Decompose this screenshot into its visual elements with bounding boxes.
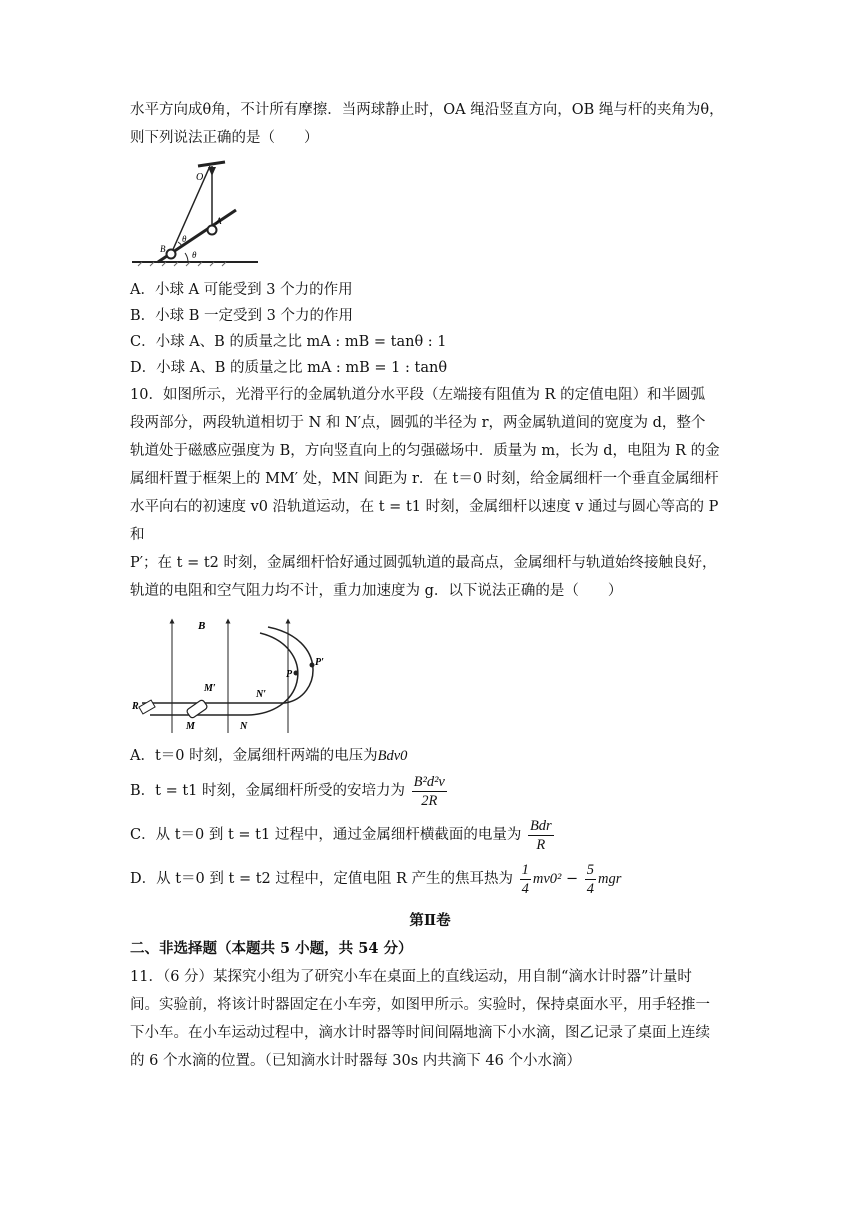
q11-line1: 11．（6 分）某探究小组为了研究小车在桌面上的直线运动，用自制“滴水计时器”计量时 [130, 969, 692, 985]
q9-stem-line2: 则下列说法正确的是（ ） [130, 130, 319, 146]
label-field-b: B [198, 620, 206, 632]
q10-option-b [130, 769, 730, 813]
q9-option-a: A．小球 A 可能受到 3 个力的作用 [130, 282, 353, 298]
q10-option-d-fraction-1 [520, 861, 531, 898]
label-theta-1: θ [182, 234, 187, 244]
q10-option-c-text: C．从 t＝0 到 t = t1 过程中，通过金属细杆横截面的电量为 [130, 827, 522, 843]
q10-option-d-f2-den: 4 [586, 880, 594, 897]
label-theta-2: θ [192, 250, 197, 260]
q10-option-b-fraction [412, 773, 447, 810]
q9-option-b: B．小球 B 一定受到 3 个力的作用 [130, 308, 353, 324]
q10-stem-line1: 10．如图所示，光滑平行的金属轨道分水平段（左端接有阻值为 R 的定值电阻）和半圆弧 [130, 387, 706, 403]
label-a: A [216, 216, 222, 226]
label-m-prime: M′ [204, 683, 216, 694]
q10-stem-line7: 轨道的电阻和空气阻力均不计，重力加速度为 g．以下说法正确的是（ ） [130, 583, 623, 599]
q10-option-d-term2: mgr [598, 871, 622, 887]
section-heading: 二、非选择题（本题共 5 小题，共 54 分） [130, 940, 413, 957]
q9-figure [130, 158, 260, 273]
q10-option-c-fraction [528, 817, 554, 854]
q10-option-d-minus: − [565, 871, 579, 887]
q11-line2: 间。实验前，将该计时器固定在小车旁，如图甲所示。实验时，保持桌面水平，用手轻推一 [130, 997, 710, 1013]
q10-option-b-text: B．t = t1 时刻，金属细杆所受的安培力为 [130, 783, 406, 799]
q9-stem-line1: 水平方向成θ角，不计所有摩擦．当两球静止时，OA 绳沿竖直方向，OB 绳与杆的夹角为θ， [130, 102, 724, 118]
exam-page [130, 96, 730, 1075]
q10-option-a-expr: Bdv0 [377, 748, 408, 764]
q10-option-d-text: D．从 t＝0 到 t = t2 过程中，定值电阻 R 产生的焦耳热为 [130, 871, 513, 887]
label-p-prime: P′ [315, 657, 324, 668]
q10-stem-line2: 段两部分，两段轨道相切于 N 和 N′点，圆弧的半径为 r，两金属轨道间的宽度为 d，整个 [130, 415, 706, 431]
label-n-prime: N′ [256, 689, 267, 700]
q9-option-c: C．小球 A、B 的质量之比 mA : mB = tanθ : 1 [130, 334, 447, 350]
q10-option-c [130, 813, 730, 857]
q10-option-d-f1-num: 1 [521, 861, 529, 878]
q10-option-d-fraction-2 [585, 861, 596, 898]
q10-option-a-text: A．t＝0 时刻，金属细杆两端的电压为 [130, 748, 378, 764]
label-n: N [240, 721, 248, 732]
label-o: O [196, 172, 204, 183]
section-title: 第Ⅱ卷 [409, 912, 451, 929]
q11-line4: 的 6 个水滴的位置。（已知滴水计时器每 30s 内共滴下 46 个小水滴） [130, 1053, 581, 1069]
q10-option-b-den: 2R [421, 792, 438, 809]
q10-option-c-num: Bdr [529, 817, 552, 834]
q10-option-d-term1: mv0² [532, 871, 562, 887]
q10-option-d-f1-den: 4 [521, 880, 529, 897]
q10-stem-line5: 水平向右的初速度 v0 沿轨道运动，在 t = t1 时刻，金属细杆以速度 v 通过与圆心等高的 P 和 [130, 499, 719, 543]
q10-stem-line6: P′；在 t = t2 时刻，金属细杆恰好通过圆弧轨道的最高点，金属细杆与轨道始终接触良好， [130, 555, 717, 571]
q11-line3: 下小车。在小车运动过程中，滴水计时器等时间间隔地滴下小水滴，图乙记录了桌面上连续 [130, 1025, 710, 1041]
label-p: P [286, 669, 293, 680]
label-m: M [186, 721, 195, 732]
q10-option-d [130, 857, 730, 901]
q10-option-d-f2-num: 5 [586, 861, 594, 878]
q10-option-c-den: R [536, 836, 546, 853]
q10-option-b-num: B²d²v [413, 773, 445, 790]
q10-stem-line3: 轨道处于磁感应强度为 B，方向竖直向上的匀强磁场中．质量为 m，长为 d，电阻为 R 的金 [130, 443, 720, 459]
label-resistor-r: R [132, 701, 139, 712]
q10-option-a [130, 743, 730, 769]
q9-option-d: D．小球 A、B 的质量之比 mA : mB = 1 : tanθ [130, 360, 448, 376]
q10-stem-line4: 属细杆置于框架上的 MM′ 处，MN 间距为 r．在 t＝0 时刻，给金属细杆一个垂直金属细杆 [130, 471, 719, 487]
label-b: B [160, 244, 166, 254]
q10-figure [130, 617, 330, 737]
